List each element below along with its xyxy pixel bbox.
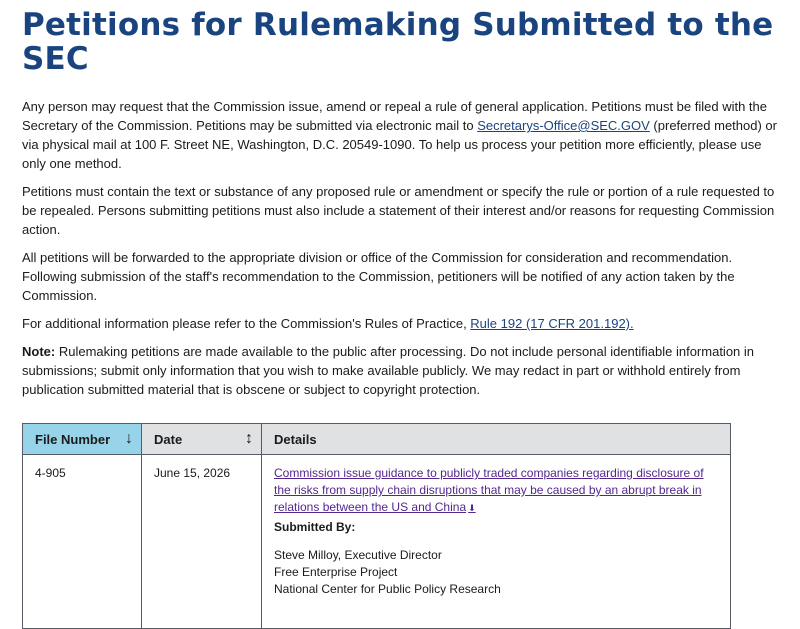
submitter-line: Steve Milloy, Executive Director <box>274 548 442 562</box>
intro-paragraph-3: All petitions will be forwarded to the appropriate division or office of the Commission for consideration and recommendation. Following submission of the staff's recommendation to the Commission, petitioners will be notified of any action taken by the Commission. <box>22 250 735 303</box>
details-cell <box>262 455 731 629</box>
date-header-label: Date <box>154 431 183 447</box>
note-label: Note: <box>22 344 56 359</box>
table-row <box>23 455 731 629</box>
intro-paragraph-4 <box>22 314 778 333</box>
petition-link[interactable] <box>274 466 704 514</box>
rule-192-link[interactable]: Rule 192 (17 CFR 201.192). <box>470 316 634 331</box>
details-header-label: Details <box>274 431 317 447</box>
intro-text: Any person may request that the Commission issue, amend or repeal a rule of general application. Petitions must be filed with the Secretary of the Commission. Petitions may be submitted via electronic mail to <box>22 99 768 133</box>
table-header-row <box>23 424 731 455</box>
sort-updown-icon[interactable]: ↕ <box>245 430 253 447</box>
download-icon: ⬇ <box>468 503 476 513</box>
petition-link-text: Commission issue guidance to publicly traded companies regarding disclosure of the risks from supply chain disruptions that may be caused by an abrupt break in relations between the US and China <box>274 466 704 514</box>
note-text: Rulemaking petitions are made available to the public after processing. Do not include personal identifiable information in submissions; submit only information that you wish to make available publicly. We may redact in part or withhold entirely from publication submitted material that is obscene or subject to copyright protection. <box>22 344 755 397</box>
intro-paragraph-2: Petitions must contain the text or substance of any proposed rule or amendment or specify the rule or portion of a rule requested to be repealed. Persons submitting petitions must also include a statement of their interest and/or reasons for requesting Commission action. <box>22 184 775 237</box>
submitter-line: Free Enterprise Project <box>274 565 398 579</box>
date-cell: June 15, 2026 <box>142 455 262 629</box>
email-link[interactable]: Secretarys-Office@SEC.GOV <box>477 118 650 133</box>
intro-paragraph-1 <box>22 97 778 173</box>
file-number-cell: 4-905 <box>23 455 142 629</box>
submitted-by-label: Submitted By: <box>274 520 356 534</box>
page-title: Petitions for Rulemaking Submitted to the SEC <box>22 7 774 77</box>
details-header <box>262 424 731 455</box>
intro-text: (preferred method) or via physical mail at 100 F. Street NE, Washington, D.C. 20549-1090. To help us process your petition more efficiently, please use only one method. <box>22 118 777 171</box>
date-header[interactable] <box>142 424 262 455</box>
note-paragraph <box>22 342 778 399</box>
intro-text: For additional information please refer to the Commission's Rules of Practice, <box>22 316 471 331</box>
arrow-down-icon[interactable]: ↓ <box>125 430 133 447</box>
petitions-table <box>22 423 731 629</box>
file-number-header[interactable] <box>23 424 142 455</box>
file-number-header-label: File Number <box>35 431 111 447</box>
submitter-line: National Center for Public Policy Research <box>274 582 501 596</box>
